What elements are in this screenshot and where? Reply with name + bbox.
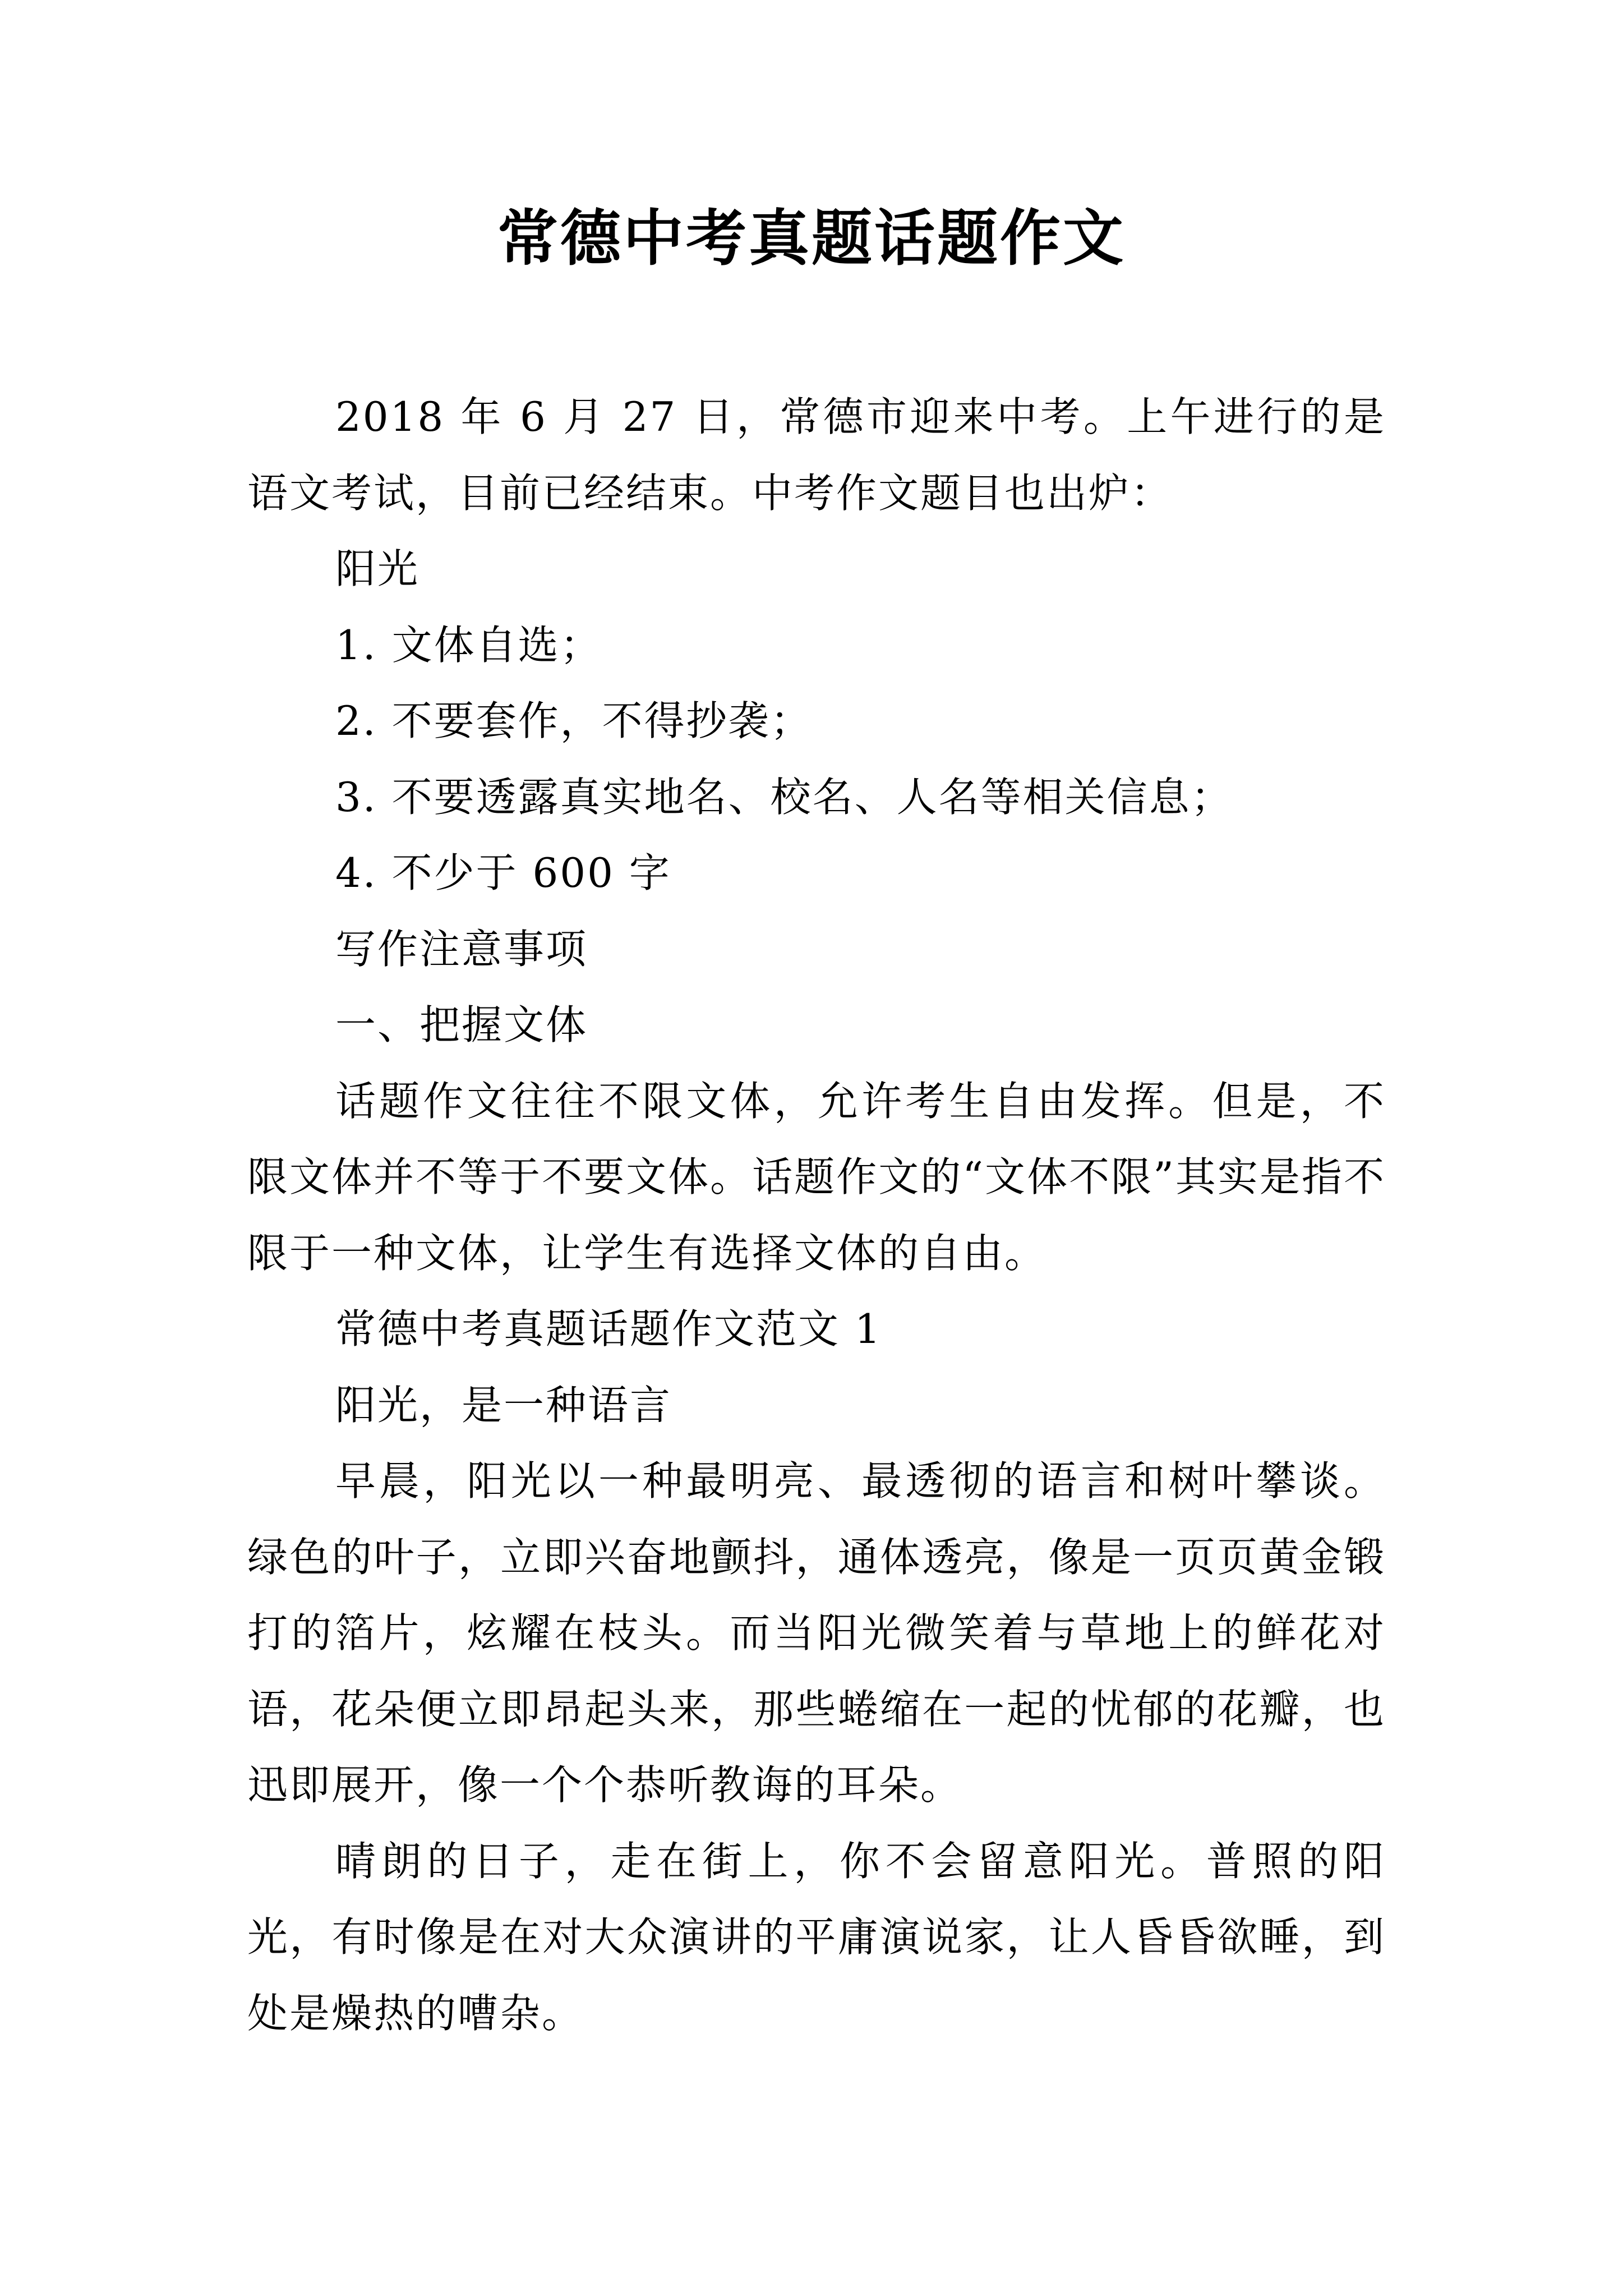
paragraph-requirement-3: 3. 不要透露真实地名、校名、人名等相关信息； bbox=[335, 773, 1233, 821]
document-title: 常德中考真题话题作文 bbox=[497, 203, 1126, 274]
paragraph-genre-explanation: 话题作文往往不限文体，允许考生自由发挥。但是，不限文体并不等于不要文体。话题作文的“文体不限”其实是指不限于一种文体，让学生有选择文体的自由。 bbox=[247, 1077, 1386, 1277]
paragraph-notes-heading: 写作注意事项 bbox=[335, 925, 588, 973]
paragraph-section-heading: 一、把握文体 bbox=[335, 1001, 588, 1048]
paragraph-requirement-4: 4. 不少于 600 字 bbox=[335, 849, 671, 896]
paragraph-requirement-2: 2. 不要套作，不得抄袭； bbox=[335, 697, 813, 744]
paragraph-topic: 阳光 bbox=[335, 545, 420, 592]
paragraph-sample-heading: 常德中考真题话题作文范文 1 bbox=[335, 1305, 882, 1352]
paragraph-sample-text-1: 早晨，阳光以一种最明亮、最透彻的语言和树叶攀谈。绿色的叶子，立即兴奋地颤抖，通体透亮，像是一页页黄金锻打的箔片，炫耀在枝头。而当阳光微笑着与草地上的鲜花对语，花朵便立即昂起头来，那些蜷缩在一起的忧郁的花瓣，也迅即展开，像一个个恭听教诲的耳朵。 bbox=[247, 1457, 1386, 1809]
document-body bbox=[247, 379, 1386, 2051]
paragraph-sample-text-2: 晴朗的日子，走在街上，你不会留意阳光。普照的阳光，有时像是在对大众演讲的平庸演说家，让人昏昏欲睡，到处是燥热的嘈杂。 bbox=[247, 1837, 1386, 2037]
paragraph-sample-title: 阳光，是一种语言 bbox=[335, 1381, 672, 1429]
paragraph-exam-date: 2018 年 6 月 27 日，常德市迎来中考。上午进行的是语文考试，目前已经结束。中考作文题目也出炉： bbox=[247, 393, 1386, 517]
paragraph-requirement-1: 1. 文体自选； bbox=[335, 621, 602, 669]
